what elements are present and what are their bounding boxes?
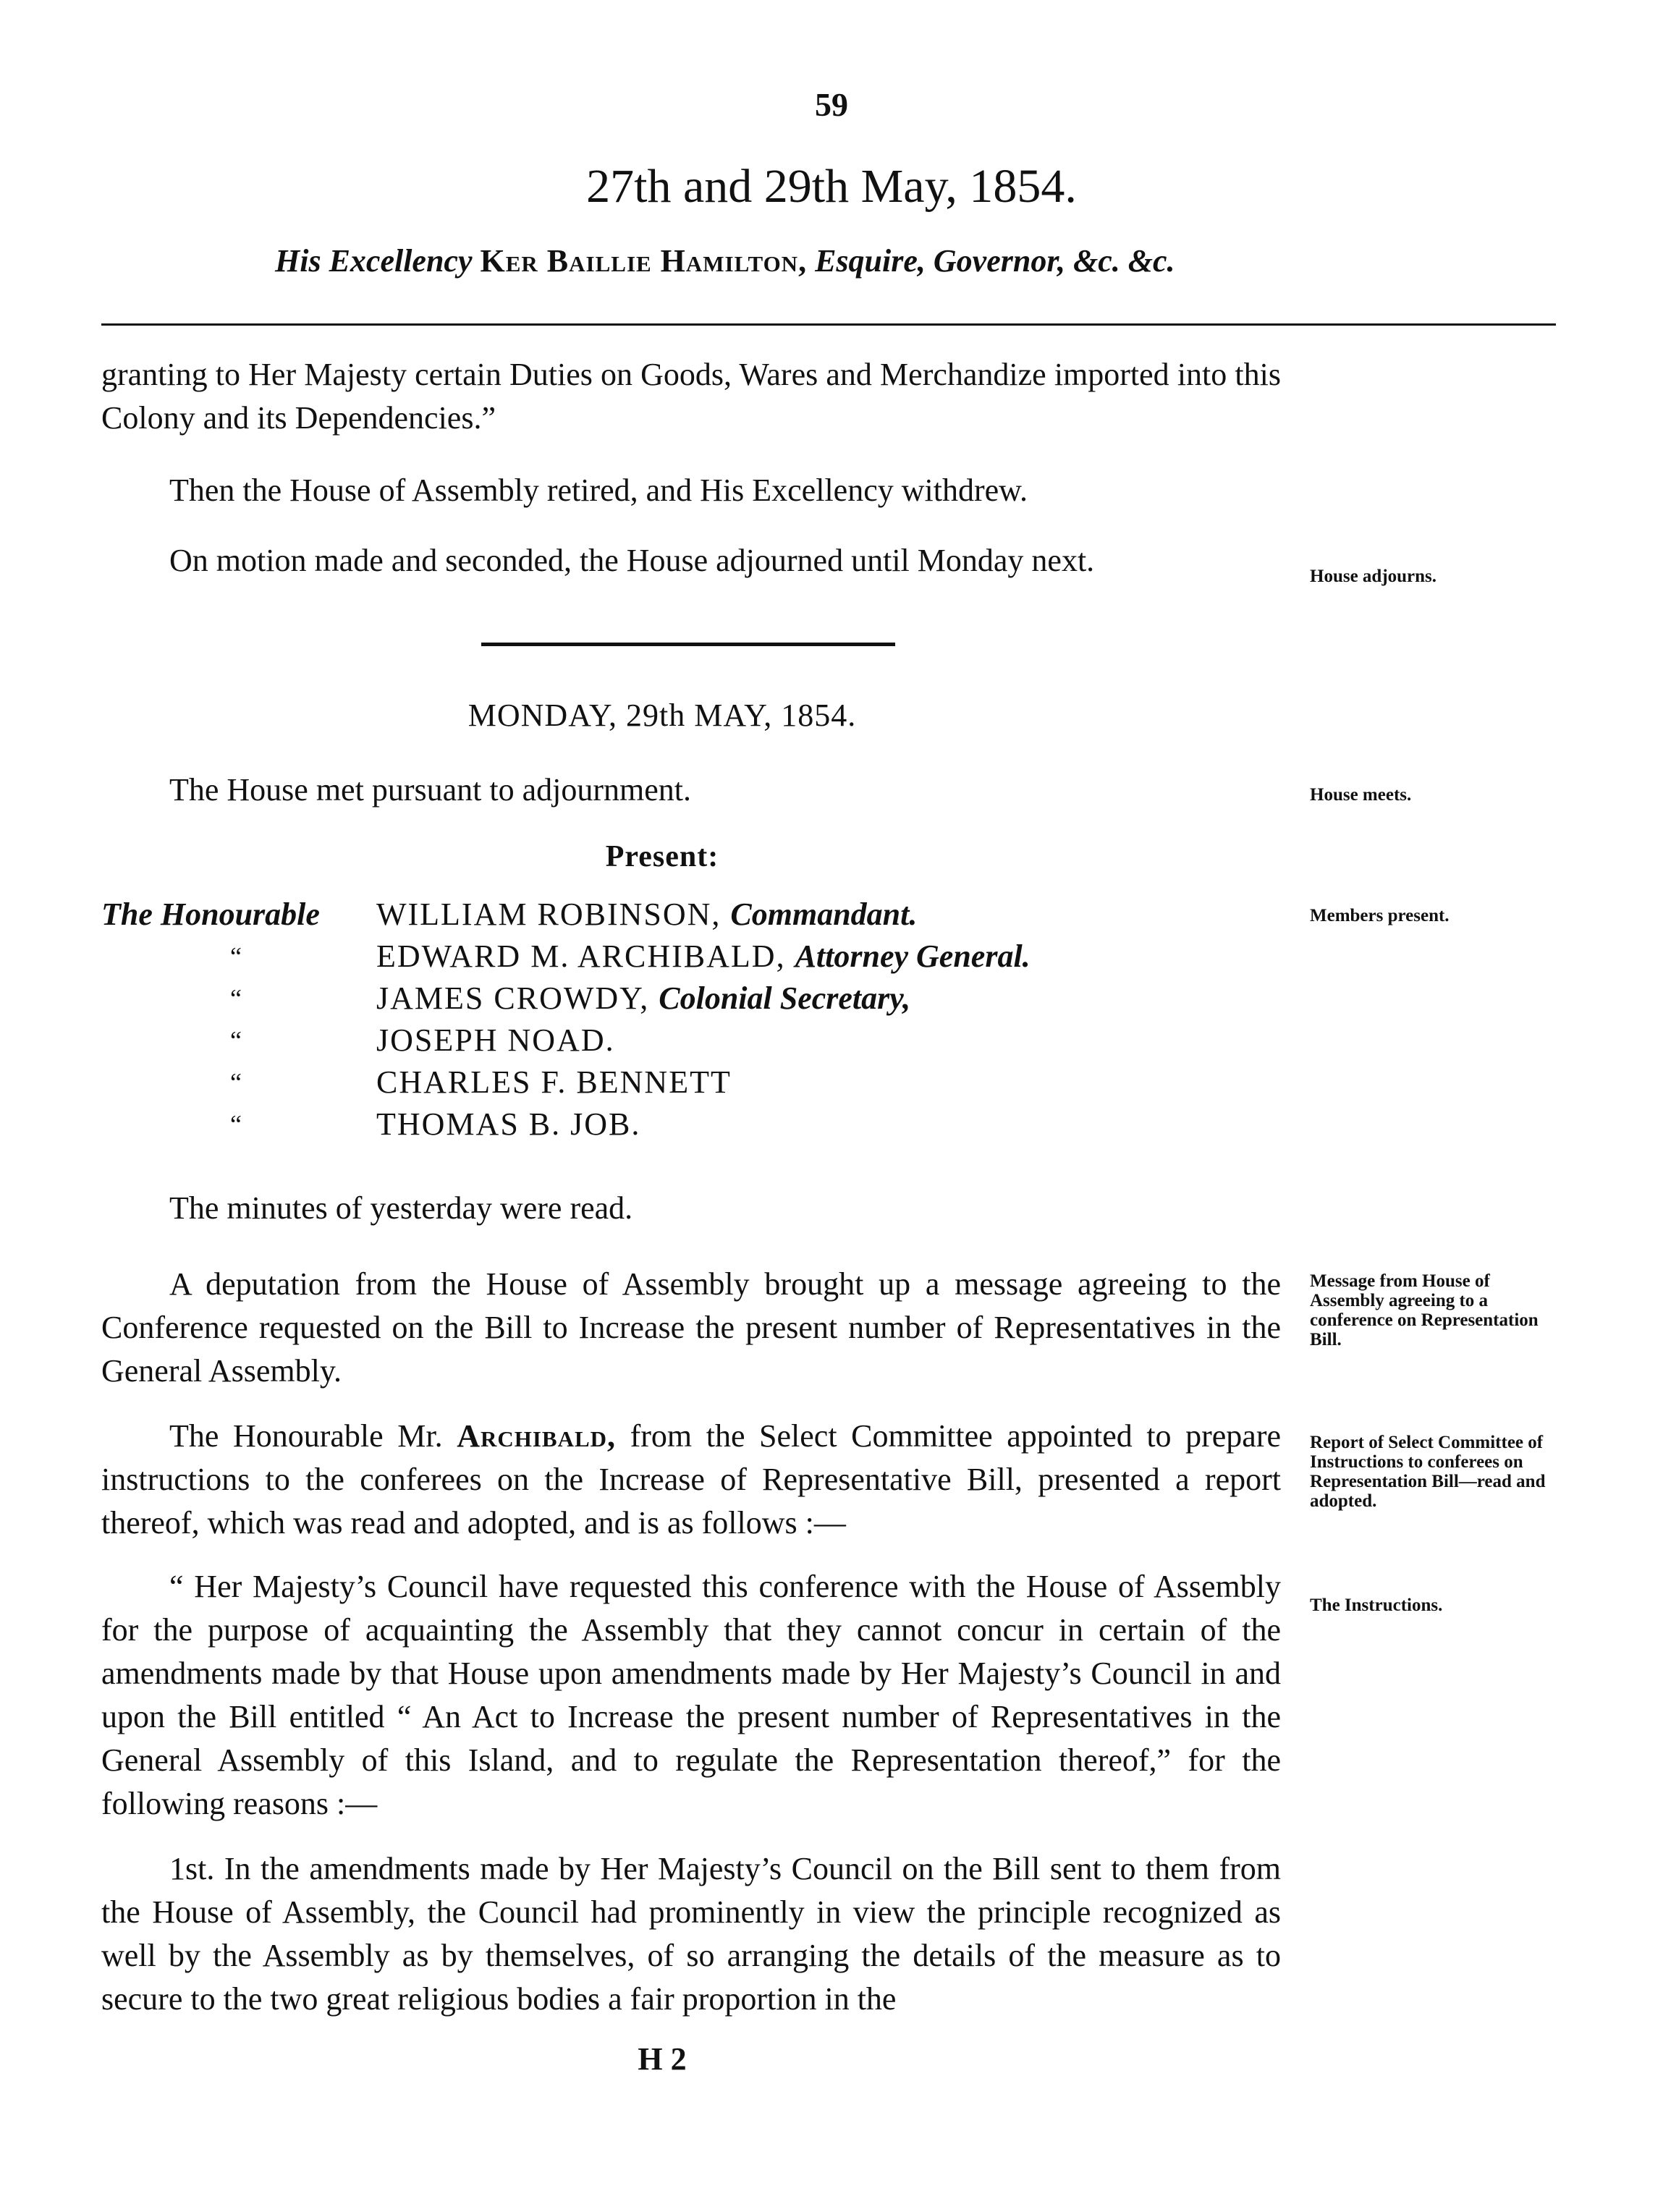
member-name: THOMAS B. JOB. (376, 1106, 641, 1142)
paragraph-assembly-retired: Then the House of Assembly retired, and His Excellency withdrew. (169, 473, 1028, 508)
paragraph-house-met: The House met pursuant to adjournment. (169, 772, 691, 808)
member-name: JOSEPH NOAD. (376, 1022, 615, 1058)
ditto-mark: “ (230, 1110, 242, 1139)
paragraph-duties-continuation: granting to Her Majesty certain Duties on Goods, Wares and Merchandize imported into this Colony and its Dependencies.” (101, 357, 1281, 436)
member-title: Colonial Secretary, (659, 980, 911, 1016)
member-name: WILLIAM ROBINSON, Commandant. (376, 897, 918, 932)
ditto-mark: “ (230, 942, 242, 971)
ditto-mark: “ (230, 1068, 242, 1097)
member-name: EDWARD M. ARCHIBALD, Attorney General. (376, 938, 1031, 974)
margin-note-house-meets: House meets. (1310, 785, 1412, 805)
governor-name: Ker Baillie Hamilton, (480, 243, 808, 279)
ditto-mark: “ (230, 984, 242, 1013)
paragraph-deputation: A deputation from the House of Assembly brought up a message agreeing to the Conference requested on the Bill to Increase the present number of Representatives in the General Assembly. (101, 1266, 1281, 1389)
ditto-mark: “ (230, 1026, 242, 1055)
margin-note-members-present: Members present. (1310, 906, 1450, 925)
member-title: Commandant. (730, 897, 918, 932)
day-heading: MONDAY, 29th MAY, 1854. (467, 698, 857, 733)
governor-line (275, 242, 1175, 279)
margin-note-message: Message from House of Assembly agreeing to a conference on Representation Bill. (1310, 1271, 1539, 1349)
member-name: CHARLES F. BENNETT (376, 1064, 732, 1100)
page-number: 59 (815, 86, 848, 123)
archibald-name: Archibald, (457, 1418, 617, 1454)
margin-note-report: Report of Select Committee of Instructions to conferees on Representation Bill—read and adopted. (1310, 1433, 1546, 1511)
paragraph-minutes-read: The minutes of yesterday were read. (169, 1190, 633, 1226)
margin-note-house-adjourns: House adjourns. (1310, 567, 1437, 586)
signature-mark: H 2 (638, 2041, 687, 2077)
governor-suffix: Esquire, Governor, &c. &c. (815, 243, 1175, 279)
paragraph-house-adjourned: On motion made and seconded, the House adjourned until Monday next. (169, 543, 1095, 578)
paragraph-select-committee: The Honourable Mr. Archibald, from the Select Committee appointed to prepare instructions to the conferees on the Increase of Representative Bill, presented a report thereof, which was read and adopted, and is as follows :— (101, 1418, 1282, 1541)
header-rule (101, 323, 1556, 326)
member-title: Attorney General. (795, 938, 1031, 974)
paragraph-first-reason: 1st. In the amendments made by Her Majesty’s Council on the Bill sent to them from the House of Assembly, the Council had prominently in view the principle recognized as well by the Assembly as by themselves, of so arranging the details of the measure as to secure to the two great religious bodies a fair proportion in the (101, 1851, 1281, 2017)
member-prefix: The Honourable (101, 897, 320, 932)
date-heading: 27th and 29th May, 1854. (586, 160, 1077, 213)
margin-note-instructions: The Instructions. (1310, 1596, 1443, 1615)
paragraph-council-conference: “ Her Majesty’s Council have requested this conference with the House of Assembly for the purpose of acquainting the Assembly that they cannot concur in certain of the amendments made by that House upon amendments made by Her Majesty’s Council in and upon the Bill entitled “ An Act to Increase the present number of Representatives in the General Assembly of this Island, and to regulate the Representation thereof,” for the following reasons :— (101, 1569, 1281, 1821)
present-label: Present: (605, 840, 719, 873)
governor-prefix: His Excellency (275, 243, 473, 279)
section-divider (481, 643, 895, 646)
member-name: JAMES CROWDY, Colonial Secretary, (376, 980, 911, 1016)
